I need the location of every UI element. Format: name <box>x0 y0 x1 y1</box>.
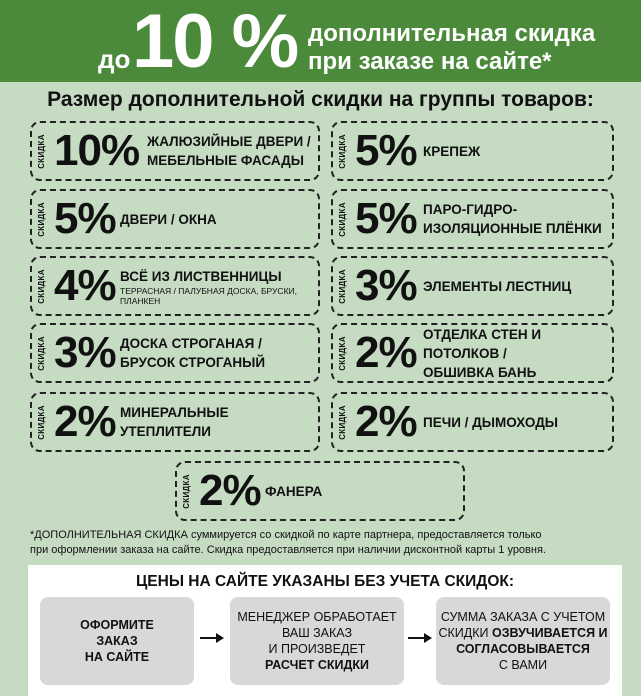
discount-label-text: СКИДКА <box>337 335 347 371</box>
description-line1: ДВЕРИ / ОКНА <box>120 211 217 227</box>
description-line1: МИНЕРАЛЬНЫЕ <box>120 405 229 420</box>
discount-label <box>335 191 349 247</box>
step3-line2b: ОЗВУЧИВАЕТСЯ И <box>491 626 608 640</box>
discount-card <box>30 392 320 452</box>
discount-description <box>120 394 229 450</box>
discount-percent: 10% <box>54 126 140 175</box>
discount-label-text: СКИДКА <box>337 201 347 237</box>
discount-description <box>423 191 602 247</box>
steps-panel <box>28 565 622 696</box>
header-percent: 10 % <box>132 0 298 84</box>
step-confirm <box>436 597 610 685</box>
step2-line4: РАСЧЕТ СКИДКИ <box>264 658 370 672</box>
footnote <box>30 528 630 558</box>
header-line1: дополнительная скидка <box>308 20 596 47</box>
step2-line2: ВАШ ЗАКАЗ <box>281 626 353 640</box>
discount-percent: 2% <box>199 466 261 515</box>
discount-label <box>34 258 48 314</box>
footnote-line1: *ДОПОЛНИТЕЛЬНАЯ СКИДКА суммируется со скидкой по карте партнера, предоставляется только <box>30 529 542 541</box>
step3-line3: СОГЛАСОВЫВАЕТСЯ <box>456 642 590 656</box>
discount-percent: 5% <box>355 126 417 175</box>
discount-card <box>331 323 614 383</box>
discount-card <box>331 121 614 181</box>
discount-card <box>30 189 320 249</box>
step3-line4: С ВАМИ <box>498 658 548 672</box>
discount-percent: 2% <box>355 397 417 446</box>
step-place-order <box>40 597 194 685</box>
discount-card <box>30 121 320 181</box>
page-subtitle: Размер дополнительной скидки на группы товаров: <box>47 88 594 111</box>
discount-label <box>179 463 193 519</box>
discount-description <box>120 191 217 247</box>
description-line1: ПЕЧИ / ДЫМОХОДЫ <box>423 414 559 430</box>
discount-label <box>34 123 48 179</box>
discount-label-text: СКИДКА <box>36 201 46 237</box>
discount-card <box>331 392 614 452</box>
discount-description <box>147 123 311 179</box>
discount-label-text: СКИДКА <box>337 404 347 440</box>
step2-line1: МЕНЕДЖЕР ОБРАБОТАЕТ <box>237 610 397 624</box>
discount-percent: 5% <box>355 194 417 243</box>
discount-label <box>34 394 48 450</box>
discount-label-text: СКИДКА <box>181 473 191 509</box>
description-line1: ПАРО-ГИДРО- <box>423 202 518 217</box>
discount-description <box>423 258 571 314</box>
discount-label <box>335 325 349 381</box>
description-line2: ОБШИВКА БАНЬ <box>423 364 537 380</box>
discount-label <box>335 394 349 450</box>
discount-label-text: СКИДКА <box>337 133 347 169</box>
discount-description <box>120 325 265 381</box>
description-line1: ФАНЕРА <box>265 483 323 499</box>
steps-title: ЦЕНЫ НА САЙТЕ УКАЗАНЫ БЕЗ УЧЕТА СКИДОК: <box>135 573 515 590</box>
discount-card <box>30 256 320 316</box>
description-line1: ДОСКА СТРОГАНАЯ / <box>120 336 262 351</box>
step-manager-process <box>230 597 404 685</box>
discount-percent: 3% <box>54 328 116 377</box>
discount-label-text: СКИДКА <box>36 335 46 371</box>
step1-line2: ЗАКАЗ <box>96 634 138 648</box>
discount-percent: 2% <box>355 328 417 377</box>
description-line1: ОТДЕЛКА СТЕН И ПОТОЛКОВ / <box>423 326 542 361</box>
header-prefix: до <box>98 44 131 74</box>
step1-line3: НА САЙТЕ <box>84 650 150 664</box>
step2-line3: И ПРОИЗВЕДЕТ <box>268 642 366 656</box>
discount-label-text: СКИДКА <box>337 268 347 304</box>
discount-label <box>335 123 349 179</box>
discount-percent: 4% <box>54 261 116 310</box>
description-small2: ПЛАНКЕН <box>120 295 161 306</box>
description-line1: ЭЛЕМЕНТЫ ЛЕСТНИЦ <box>423 278 572 294</box>
discount-percent: 2% <box>54 397 116 446</box>
description-line2: УТЕПЛИТЕЛИ <box>120 424 211 439</box>
discount-percent: 3% <box>355 261 417 310</box>
arrow-right-icon <box>200 631 224 645</box>
discount-label-text: СКИДКА <box>36 404 46 440</box>
step1-line1: ОФОРМИТЕ <box>80 618 154 632</box>
discount-card <box>175 461 465 521</box>
discount-label-text: СКИДКА <box>36 133 46 169</box>
discount-description <box>120 258 297 314</box>
footnote-line2: при оформлении заказа на сайте. Скидка предоставляется при наличии дисконтной карты 1 уровня. <box>30 544 546 556</box>
description-line2: МЕБЕЛЬНЫЕ ФАСАДЫ <box>147 153 304 168</box>
discount-description <box>265 463 322 519</box>
discount-description <box>423 394 558 450</box>
discount-label <box>34 191 48 247</box>
step3-line2a: СКИДКИ <box>438 626 492 640</box>
discount-card <box>30 323 320 383</box>
discount-description <box>423 123 480 179</box>
header-line2: при заказе на сайте* <box>308 48 552 75</box>
discount-card <box>331 256 614 316</box>
description-line2: ИЗОЛЯЦИОННЫЕ ПЛЁНКИ <box>423 221 602 236</box>
description-small1: ТЕРРАСНАЯ / ПАЛУБНАЯ ДОСКА, БРУСКИ, <box>120 285 297 296</box>
step3-line1: СУММА ЗАКАЗА С УЧЕТОМ <box>440 610 606 624</box>
description-line2: БРУСОК СТРОГАНЫЙ <box>120 355 266 370</box>
header-banner <box>0 0 641 82</box>
description-line1: КРЕПЕЖ <box>423 143 481 159</box>
discount-label-text: СКИДКА <box>36 268 46 304</box>
discount-card <box>331 189 614 249</box>
description-line1: ВСЁ ИЗ ЛИСТВЕННИЦЫ <box>120 268 282 284</box>
description-line1: ЖАЛЮЗИЙНЫЕ ДВЕРИ / <box>147 134 311 149</box>
arrow-right-icon <box>408 631 432 645</box>
discount-description <box>423 325 612 381</box>
discount-label <box>335 258 349 314</box>
discount-percent: 5% <box>54 194 116 243</box>
discount-label <box>34 325 48 381</box>
